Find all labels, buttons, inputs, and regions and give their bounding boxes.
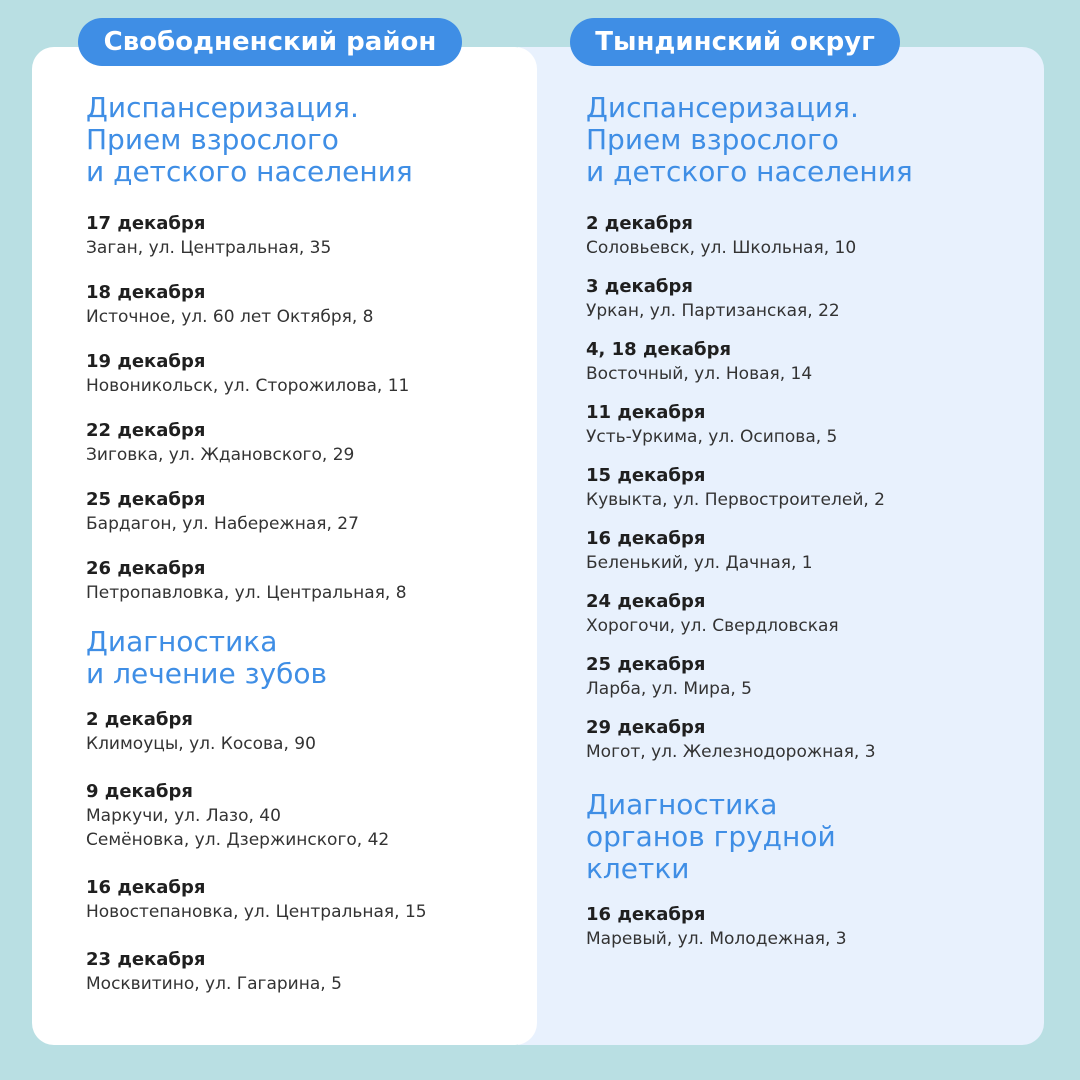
schedule-entry bbox=[586, 464, 1026, 512]
section-title-line: Прием взрослого bbox=[586, 123, 839, 156]
entry-address: Новостепановка, ул. Центральная, 15 bbox=[86, 902, 427, 922]
schedule-entry bbox=[86, 780, 526, 852]
schedule-entry bbox=[86, 212, 526, 260]
section-title-checkup bbox=[86, 92, 526, 188]
schedule-entry bbox=[586, 401, 1026, 449]
entry-address: Усть-Уркима, ул. Осипова, 5 bbox=[586, 427, 838, 447]
entry-date: 29 декабря bbox=[586, 717, 706, 738]
section-title-line: клетки bbox=[586, 852, 690, 885]
schedule-entry bbox=[586, 212, 1026, 260]
section-title-line: Диагностика bbox=[86, 625, 278, 658]
entry-date: 16 декабря bbox=[86, 877, 206, 898]
entry-address: Ларба, ул. Мира, 5 bbox=[586, 679, 752, 699]
left-district-header: Свободненский район bbox=[78, 18, 462, 66]
schedule-entry bbox=[586, 527, 1026, 575]
entry-address: Петропавловка, ул. Центральная, 8 bbox=[86, 583, 407, 603]
entry-date: 25 декабря bbox=[586, 654, 706, 675]
schedule-entry bbox=[86, 350, 526, 398]
entry-date: 26 декабря bbox=[86, 558, 206, 579]
entry-date: 11 декабря bbox=[586, 402, 706, 423]
entry-date: 3 декабря bbox=[586, 276, 693, 297]
entry-date: 2 декабря bbox=[586, 213, 693, 234]
entry-date: 2 декабря bbox=[86, 709, 193, 730]
section-title-line: и лечение зубов bbox=[86, 657, 327, 690]
schedule-entry bbox=[86, 557, 526, 605]
entry-address: Москвитино, ул. Гагарина, 5 bbox=[86, 974, 342, 994]
schedule-entry bbox=[586, 590, 1026, 638]
right-district-header: Тындинский округ bbox=[570, 18, 900, 66]
section-title-line: и детского населения bbox=[586, 155, 913, 188]
entry-address: Заган, ул. Центральная, 35 bbox=[86, 238, 332, 258]
schedule-entry bbox=[586, 338, 1026, 386]
entry-address: Маревый, ул. Молодежная, 3 bbox=[586, 929, 847, 949]
section-title-line: Диагностика bbox=[586, 788, 778, 821]
entry-address: Семёновка, ул. Дзержинского, 42 bbox=[86, 830, 390, 850]
entry-address: Соловьевск, ул. Школьная, 10 bbox=[586, 238, 857, 258]
entry-date: 19 декабря bbox=[86, 351, 206, 372]
schedule-entry bbox=[586, 653, 1026, 701]
schedule-entry bbox=[586, 903, 1026, 951]
schedule-entry bbox=[586, 716, 1026, 764]
left-column bbox=[86, 92, 526, 996]
entry-date: 18 декабря bbox=[86, 282, 206, 303]
section-title-chest-diagnostics bbox=[586, 789, 1026, 885]
entry-date: 16 декабря bbox=[586, 528, 706, 549]
section-title-checkup bbox=[586, 92, 1026, 188]
section-title-line: Прием взрослого bbox=[86, 123, 339, 156]
entry-address: Климоуцы, ул. Косова, 90 bbox=[86, 734, 316, 754]
entry-date: 22 декабря bbox=[86, 420, 206, 441]
entry-date: 16 декабря bbox=[586, 904, 706, 925]
section-title-line: Диспансеризация. bbox=[86, 91, 359, 124]
entry-address: Зиговка, ул. Ждановского, 29 bbox=[86, 445, 355, 465]
schedule-entry bbox=[86, 948, 526, 996]
schedule-entry bbox=[86, 281, 526, 329]
schedule-entry bbox=[86, 708, 526, 756]
section-title-line: органов грудной bbox=[586, 820, 836, 853]
entry-address: Хорогочи, ул. Свердловская bbox=[586, 616, 839, 636]
entry-address: Кувыкта, ул. Первостроителей, 2 bbox=[586, 490, 886, 510]
entry-address: Источное, ул. 60 лет Октября, 8 bbox=[86, 307, 374, 327]
entry-address: Новоникольск, ул. Сторожилова, 11 bbox=[86, 376, 410, 396]
right-column bbox=[586, 92, 1026, 951]
entry-address: Уркан, ул. Партизанская, 22 bbox=[586, 301, 840, 321]
schedule-entry bbox=[86, 876, 526, 924]
entry-date: 4, 18 декабря bbox=[586, 339, 732, 360]
entry-date: 23 декабря bbox=[86, 949, 206, 970]
entry-address: Беленький, ул. Дачная, 1 bbox=[586, 553, 813, 573]
entry-date: 17 декабря bbox=[86, 213, 206, 234]
entry-date: 15 декабря bbox=[586, 465, 706, 486]
entry-address: Бардагон, ул. Набережная, 27 bbox=[86, 514, 359, 534]
schedule-entry bbox=[586, 275, 1026, 323]
entry-address: Могот, ул. Железнодорожная, 3 bbox=[586, 742, 876, 762]
entry-date: 24 декабря bbox=[586, 591, 706, 612]
section-title-line: и детского населения bbox=[86, 155, 413, 188]
entry-address: Восточный, ул. Новая, 14 bbox=[586, 364, 813, 384]
schedule-entry bbox=[86, 419, 526, 467]
section-title-line: Диспансеризация. bbox=[586, 91, 859, 124]
schedule-entry bbox=[86, 488, 526, 536]
section-title-dental bbox=[86, 626, 526, 690]
entry-date: 25 декабря bbox=[86, 489, 206, 510]
entry-date: 9 декабря bbox=[86, 781, 193, 802]
entry-address: Маркучи, ул. Лазо, 40 bbox=[86, 806, 281, 826]
